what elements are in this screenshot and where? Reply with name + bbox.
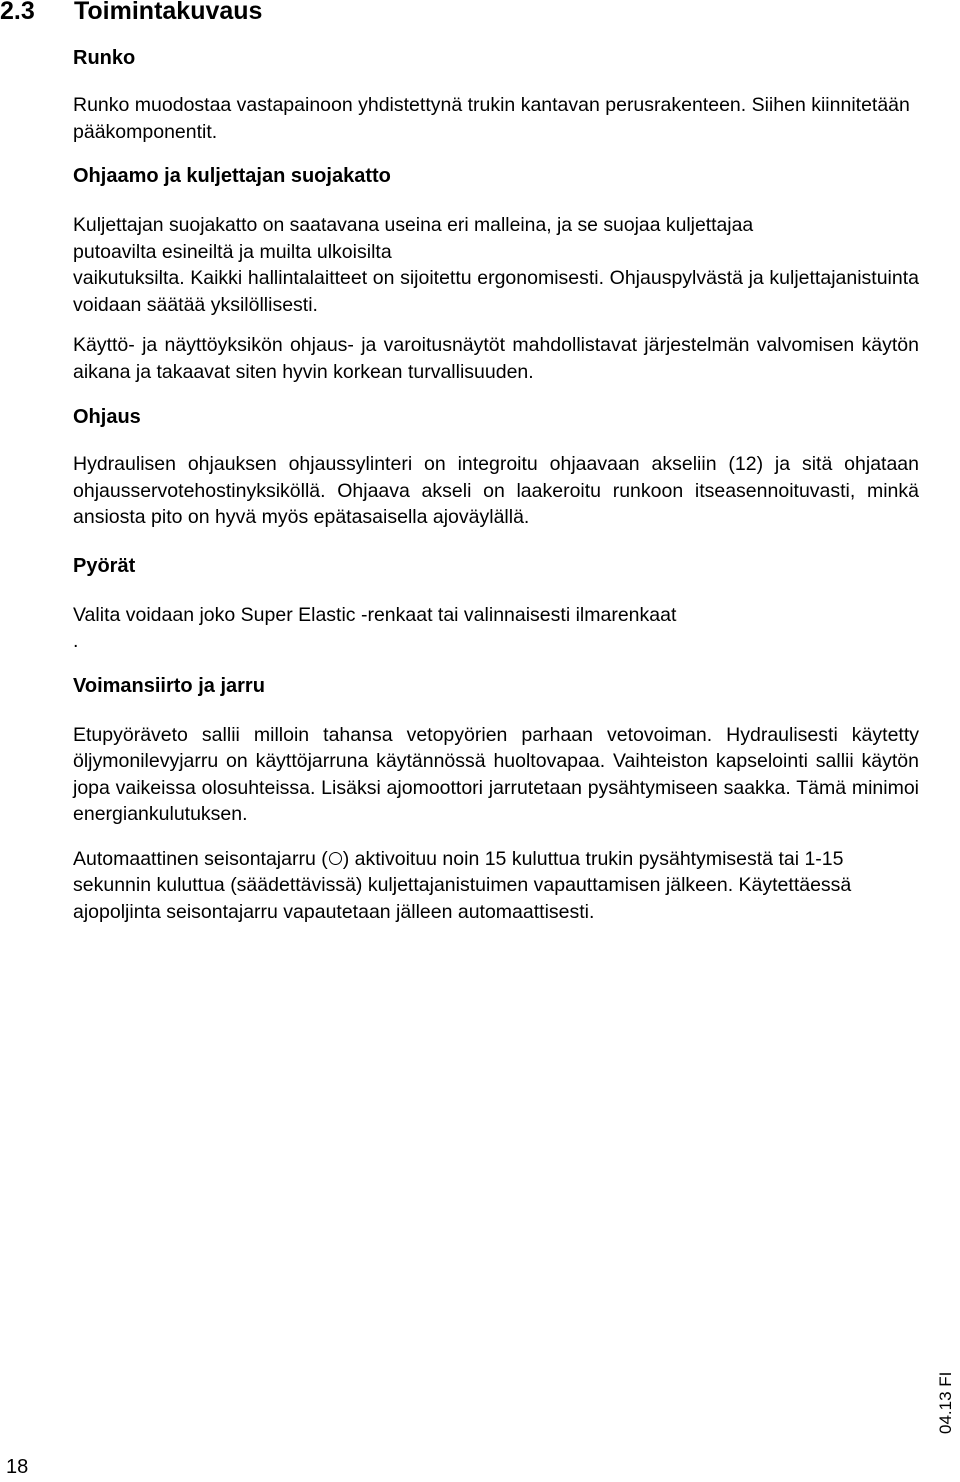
- section-number: 2.3: [0, 0, 35, 25]
- heading-pyorat: Pyörät: [73, 554, 136, 577]
- heading-ohjaamo: Ohjaamo ja kuljettajan suojakatto: [73, 165, 391, 187]
- circle-symbol-icon: [329, 852, 342, 865]
- paragraph-ohjaamo: [73, 212, 919, 318]
- seisontajarru-text-start: Automaattinen seisontajarru (: [73, 847, 328, 870]
- seisontajarru-text-end: ) aktivoituu noin 15 kuluttua trukin pysähtymisestä tai 1-15 sekunnin kuluttua (säädettävissä) kuljettajanistuimen vapauttamisen jälkeen. Käytettäessä ajopoljinta seisontajarru vapautetaan jälleen automaattisesti.: [73, 847, 852, 923]
- edition-code: 04.13 FI: [936, 1371, 955, 1434]
- paragraph-pyorat-period: .: [73, 630, 79, 652]
- paragraph-ohjaamo-line-2: putoavilta esineiltä ja muilta ulkoisilta: [73, 240, 392, 263]
- paragraph-voimansiirto: Etupyöräveto sallii milloin tahansa vetopyörien parhaan vetovoiman. Hydraulisesti käytetty öljymonilevyjarru on käyttöjarruna käytännössä huoltovapaa. Vaihteiston kapselointi sallii käytön jopa vaikeissa olosuhteissa. Lisäksi ajomoottori jarrutetaan pysähtymiseen saakka. Tämä minimoi energiankulutuksen.: [73, 723, 919, 825]
- paragraph-ohjaamo-line-3: vaikutuksilta. Kaikki hallintalaitteet on sijoitettu ergonomisesti. Ohjauspylvästä ja kuljettajanistuinta voidaan säätää yksilöllisesti.: [73, 267, 919, 316]
- paragraph-seisontajarru: [73, 846, 919, 926]
- paragraph-runko: Runko muodostaa vastapainoon yhdistettynä trukin kantavan perusrakenteen. Siihen kiinnitetään pääkomponentit.: [73, 94, 910, 143]
- paragraph-ohjaamo-line-1: Kuljettajan suojakatto on saatavana useina eri malleina, ja se suojaa kuljettajaa: [73, 214, 754, 236]
- section-heading: [0, 0, 262, 28]
- paragraph-ohjaus: Hydraulisen ohjauksen ohjaussylinteri on integroitu ohjaavaan akseliin (12) ja sitä ohjataan ohjausservotehostinyksiköllä. Ohjaava akseli on laakeroitu runkoon itseasennoituvasti, minkä ansiosta pito on hyvä myös epätasaisella ajoväylällä.: [73, 453, 919, 528]
- heading-ohjaus: Ohjaus: [73, 406, 141, 428]
- heading-voimansiirto: Voimansiirto ja jarru: [73, 674, 265, 697]
- paragraph-kaytto: Käyttö- ja näyttöyksikön ohjaus- ja varoitusnäytöt mahdollistavat järjestelmän valvomisen käytön aikana ja takaavat siten hyvin korkean turvallisuuden.: [73, 334, 919, 383]
- page-number: 18: [6, 1456, 29, 1478]
- section-title: Toimintakuvaus: [74, 0, 263, 25]
- paragraph-pyorat: Valita voidaan joko Super Elastic -renkaat tai valinnaisesti ilmarenkaat: [73, 603, 677, 626]
- document-body: [73, 44, 919, 925]
- heading-runko: Runko: [73, 47, 136, 69]
